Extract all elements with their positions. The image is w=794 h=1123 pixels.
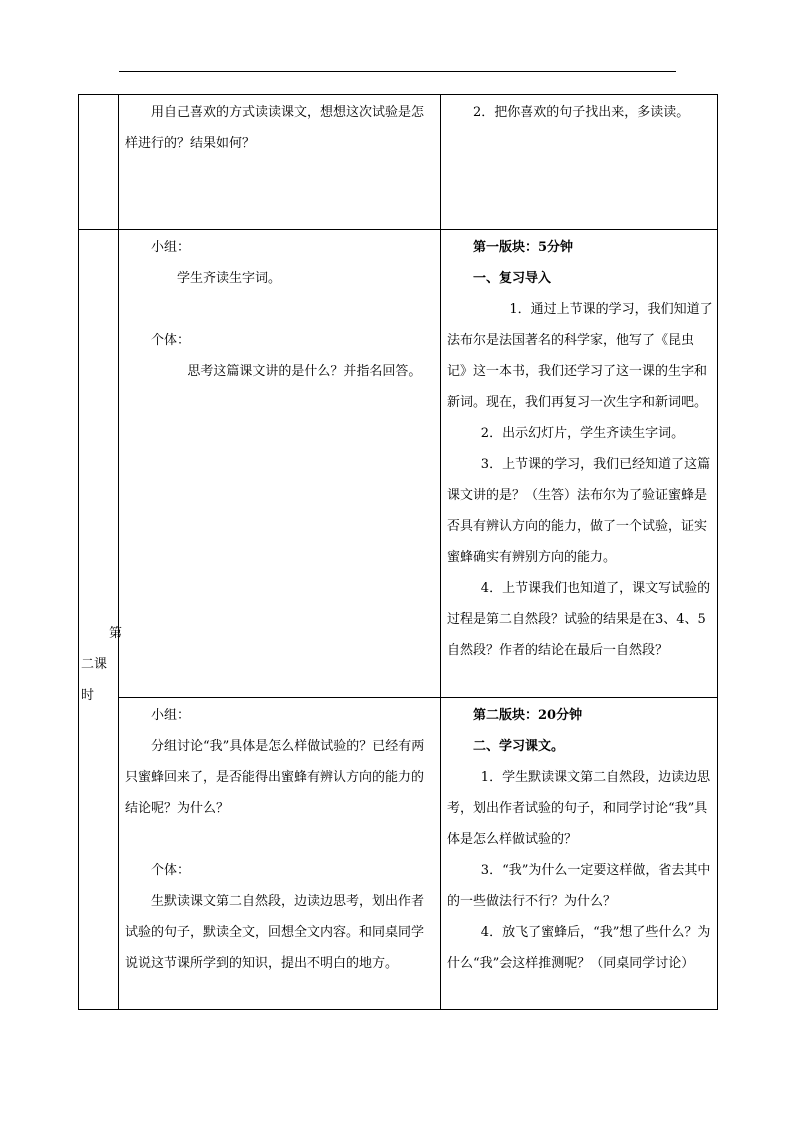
student-activity-cell	[119, 230, 441, 698]
teacher-activity-cell	[441, 230, 718, 698]
group-label: 小组：	[151, 240, 191, 255]
student-activity-cell	[119, 95, 441, 230]
teacher-step: 3．上节课的学习，我们已经知道了这篇课文讲的是？（生答）法布尔为了验证蜜蜂是否具有辨认方向的能力，做了一个试验，证实蜜蜂确实有辨别方向的能力。	[447, 457, 711, 565]
teacher-step: 2．出示幻灯片，学生齐读生字词。	[480, 426, 685, 441]
lesson-period-char: 时	[81, 688, 95, 703]
lesson-period-cell	[79, 230, 123, 1010]
individual-text: 思考这篇课文讲的是什么？并指名回答。	[187, 364, 422, 379]
teacher-step: 4．放飞了蜜蜂后，“我”想了些什么？为什么“我”会这样推测呢？（同桌同学讨论）	[447, 925, 711, 971]
lesson-period-char: 二课	[81, 657, 108, 672]
teacher-activity-cell	[441, 698, 718, 1010]
group-text: 分组讨论“我”具体是怎么样做试验的？已经有两只蜜蜂回来了，是否能得出蜜蜂有辨认方向的能力的结论呢？为什么？	[125, 739, 425, 816]
lesson-period-label	[79, 618, 123, 711]
lesson-period-char: 第	[109, 626, 123, 641]
teacher-step: 4．上节课我们也知道了，课文写试验的过程是第二自然段？试验的结果是在3、4、5自然段？作者的结论在最后一自然段？	[447, 581, 711, 658]
group-text: 学生齐读生字词。	[177, 271, 282, 286]
teacher-step: 3．“我”为什么一定要这样做，省去其中的一些做法行不行？为什么？	[447, 863, 711, 909]
teacher-activity-cell	[441, 95, 718, 230]
student-activity-text: 用自己喜欢的方式读读课文，想想这次试验是怎样进行的？结果如何？	[125, 105, 425, 151]
section-title: 一、复习导入	[473, 271, 552, 286]
section-title: 二、学习课文。	[473, 739, 565, 754]
lesson-plan-table-container	[78, 94, 716, 1011]
block-title: 第一版块：5分钟	[473, 240, 574, 255]
teacher-step: 1．通过上节课的学习，我们知道了法布尔是法国著名的科学家，他写了《昆虫记》这一本书，我们还学习了这一课的生字和新词。现在，我们再复习一次生字和新词吧。	[447, 302, 713, 410]
teacher-activity-text: 2．把你喜欢的句子找出来，多读读。	[473, 105, 690, 120]
block-title: 第二版块：20分钟	[473, 708, 583, 723]
teacher-step: 1．学生默读课文第二自然段，边读边思考，划出作者试验的句子，和同学讨论“我”具体是怎么样做试验的？	[447, 770, 711, 847]
header-rule	[119, 71, 676, 72]
side-cell	[79, 95, 119, 230]
individual-label: 个体：	[151, 863, 191, 878]
individual-text: 生默读课文第二自然段，边读边思考，划出作者试验的句子，默读全文，回想全文内容。和同桌同学说说这节课所学到的知识，提出不明白的地方。	[125, 894, 425, 971]
student-activity-cell	[119, 698, 441, 1010]
lesson-plan-table	[78, 94, 718, 1010]
individual-label: 个体：	[151, 333, 191, 348]
group-label: 小组：	[151, 708, 191, 723]
table-row	[79, 95, 718, 230]
table-row	[79, 230, 718, 698]
table-row	[79, 698, 718, 1010]
